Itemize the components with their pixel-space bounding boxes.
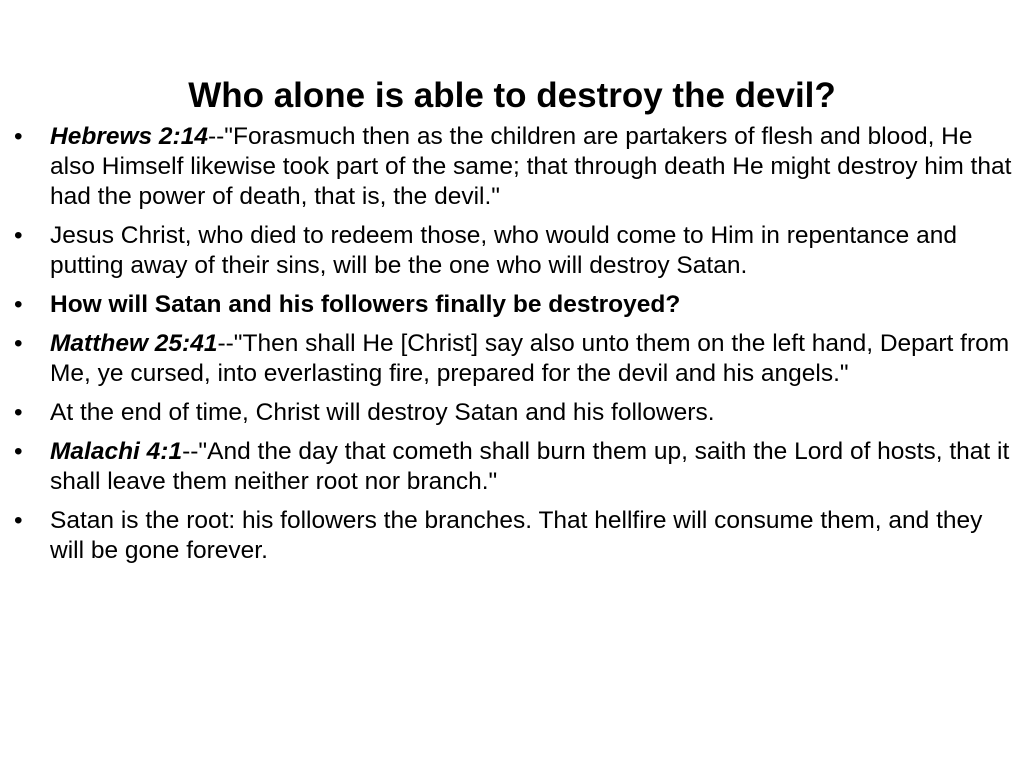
bullet-icon: • bbox=[14, 123, 23, 150]
bullet-icon: • bbox=[14, 330, 23, 357]
bullet-item-question bbox=[14, 290, 1019, 320]
bullet-icon: • bbox=[14, 291, 23, 318]
bullet-item-end-of-time bbox=[14, 398, 1019, 428]
scripture-reference: Matthew 25:41 bbox=[50, 330, 218, 357]
bullet-icon: • bbox=[14, 222, 23, 249]
bullet-item-satan-root bbox=[14, 506, 1019, 566]
bullet-item-jesus-christ bbox=[14, 221, 1019, 281]
bullet-text: Jesus Christ, who died to redeem those, who would come to Him in repentance and putting away of their sins, will be the one who will destroy Satan. bbox=[50, 222, 957, 279]
bullet-item-malachi bbox=[14, 437, 1019, 497]
bullet-item-matthew bbox=[14, 329, 1019, 389]
bullet-text: --"Forasmuch then as the children are partakers of flesh and blood, He also Himself likewise took part of the same; that through death He might destroy him that had the power of death, that is, the devil." bbox=[50, 123, 1012, 210]
bullet-list bbox=[14, 122, 1019, 575]
bullet-item-hebrews bbox=[14, 122, 1019, 212]
bullet-text: Satan is the root: his followers the branches. That hellfire will consume them, and they will be gone forever. bbox=[50, 507, 983, 564]
scripture-reference: Malachi 4:1 bbox=[50, 438, 183, 465]
bullet-icon: • bbox=[14, 438, 23, 465]
slide-title: Who alone is able to destroy the devil? bbox=[188, 76, 836, 115]
bullet-text: --"Then shall He [Christ] say also unto them on the left hand, Depart from Me, ye cursed, into everlasting fire, prepared for the devil and his angels." bbox=[50, 330, 1010, 387]
scripture-reference: Hebrews 2:14 bbox=[50, 123, 208, 150]
bullet-text: --"And the day that cometh shall burn them up, saith the Lord of hosts, that it shall leave them neither root nor branch." bbox=[50, 438, 1010, 495]
bullet-text: At the end of time, Christ will destroy Satan and his followers. bbox=[50, 399, 715, 426]
bullet-question: How will Satan and his followers finally be destroyed? bbox=[50, 291, 681, 318]
bullet-icon: • bbox=[14, 507, 23, 534]
bullet-icon: • bbox=[14, 399, 23, 426]
